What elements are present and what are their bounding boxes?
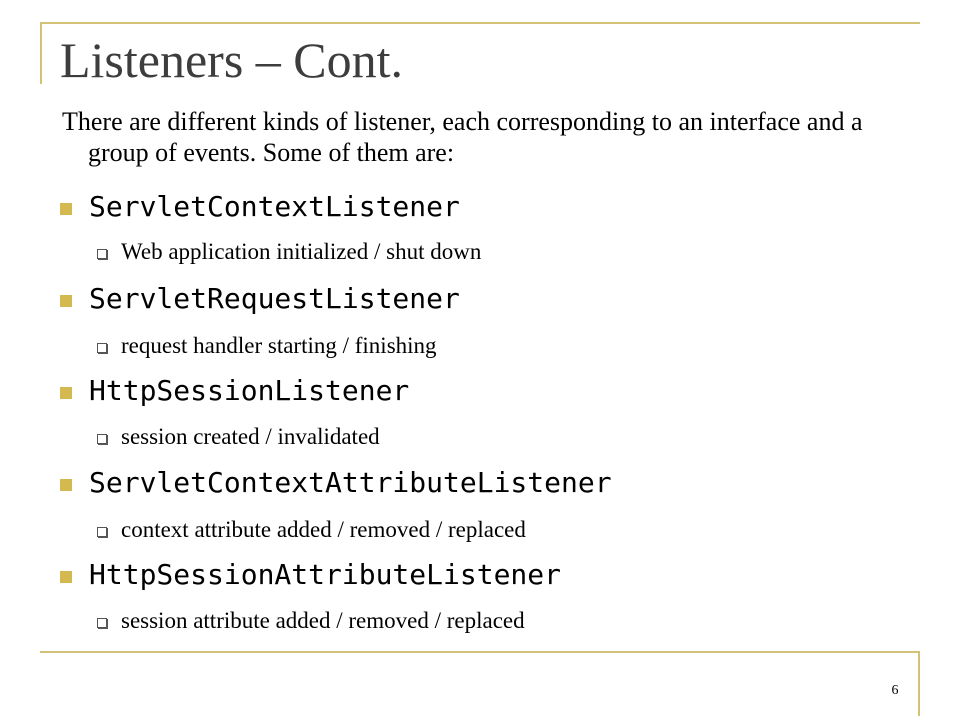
listener-name: ServletContextListener [89,190,460,223]
listener-name: ServletContextAttributeListener [89,466,612,499]
listener-description: Web application initialized / shut down [121,239,482,264]
box-bullet-icon [97,434,107,444]
listener-description: session attribute added / removed / replaced [121,608,525,633]
slide-title: Listeners – Cont. [60,32,404,88]
right-accent-rule [918,651,920,716]
square-bullet-icon [60,203,72,215]
page-number: 6 [891,683,899,698]
listener-name: HttpSessionListener [89,374,410,407]
listener-description: context attribute added / removed / replaced [121,517,526,542]
square-bullet-icon [60,295,72,307]
listener-description: request handler starting / finishing [121,333,437,358]
intro-text: There are different kinds of listener, each corresponding to an interface and a group of events. Some of them are: [62,107,863,167]
top-rule [40,22,920,24]
box-bullet-icon [97,343,107,353]
square-bullet-icon [60,387,72,399]
square-bullet-icon [60,479,72,491]
bottom-rule [40,651,920,653]
left-accent-rule [40,22,42,84]
box-bullet-icon [97,527,107,537]
box-bullet-icon [97,249,107,259]
square-bullet-icon [60,571,72,583]
listener-name: HttpSessionAttributeListener [89,558,562,591]
listener-name: ServletRequestListener [89,282,460,315]
listener-description: session created / invalidated [121,424,380,449]
box-bullet-icon [97,618,107,628]
